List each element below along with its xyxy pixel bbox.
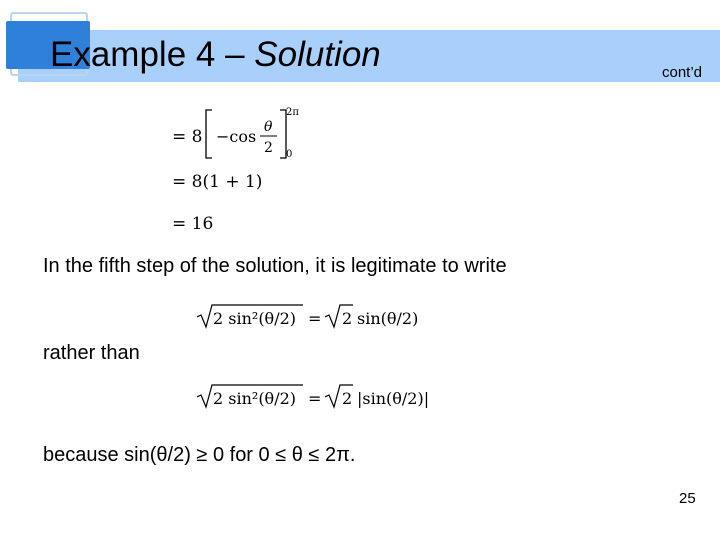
formula2-rhs: |sin(θ/2)|: [357, 389, 430, 408]
eq1-numerator: θ: [264, 119, 273, 135]
formula2-equals: =: [308, 389, 322, 408]
formula1-sqrt2: 2: [342, 309, 353, 328]
formula1-equals: =: [308, 309, 322, 328]
formula1-rhs: sin(θ/2): [357, 309, 419, 328]
equation-step-2: = 8(1 + 1): [172, 172, 263, 192]
eq1-upper-limit: 2π: [286, 107, 299, 118]
paragraph-1: In the fifth step of the solution, it is legitimate to write: [43, 255, 507, 277]
eq1-left-bracket: [206, 110, 212, 158]
paragraph-2: rather than: [43, 342, 140, 364]
slide-title: [50, 33, 381, 77]
eq1-denominator: 2: [264, 140, 273, 156]
page-number: 25: [679, 490, 696, 507]
contd-label: cont’d: [662, 64, 703, 81]
equation-step-1: [160, 102, 320, 164]
formula-2: [195, 380, 455, 412]
eq1-lower-limit: 0: [286, 149, 293, 160]
title-main: Example 4 –: [50, 35, 255, 74]
formula-1: [195, 300, 445, 332]
eq1-func: −cos: [216, 127, 257, 146]
formula1-lhs: 2 sin²(θ/2): [213, 309, 296, 328]
formula2-sqrt2: 2: [342, 389, 353, 408]
formula2-lhs: 2 sin²(θ/2): [213, 389, 296, 408]
paragraph-3: because sin(θ/2) ≥ 0 for 0 ≤ θ ≤ 2π.: [43, 444, 356, 466]
title-sub: Solution: [254, 35, 381, 74]
eq1-coef: = 8: [172, 127, 203, 147]
equation-step-3: = 16: [172, 214, 214, 234]
